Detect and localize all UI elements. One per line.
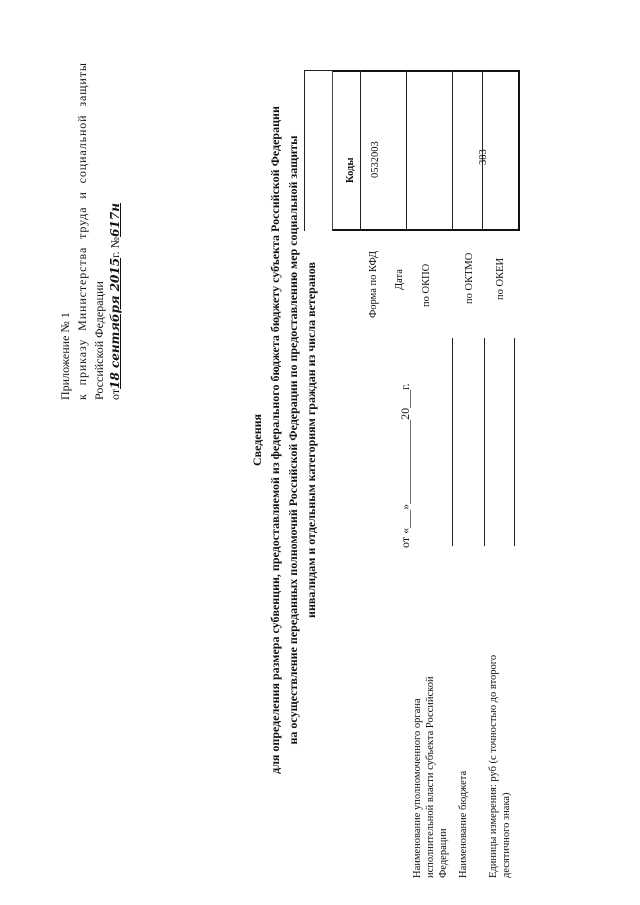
appendix-line-3: Российской Федерации [92, 281, 106, 400]
title-line-1: для определения размера субвенции, предоставляемой из федерального бюджета бюджету субъекта Российской Федерации [268, 106, 282, 774]
handwritten-date: 18 сентября 20 [108, 274, 122, 389]
codes-header: Коды [345, 157, 356, 183]
organ-label-3: Федерации [438, 828, 449, 878]
units-label-1: Единицы измерения: руб (с точностью до второго [488, 654, 499, 878]
organ-label-2: исполнительной власти субъекта Российской [425, 676, 436, 878]
codes-left-extension [304, 70, 305, 231]
handwritten-number: 617н [108, 203, 122, 237]
title-line-3: инвалидам и отдельным категориям граждан из числа ветеранов [304, 262, 318, 618]
label-oktmo: по ОКТМО [464, 252, 475, 304]
appendix-mid: г. № [108, 236, 122, 258]
appendix-line-2: к приказу Министерства труда и социальной защиты [75, 62, 89, 400]
label-okei: по ОКЕИ [495, 257, 506, 300]
code-okei: 383 [478, 149, 489, 165]
date-line: от «___»______________20___г. [398, 383, 412, 548]
codes-sep-3 [452, 70, 453, 231]
codes-sep-1 [360, 70, 361, 231]
label-data: Дата [394, 269, 405, 290]
code-forma-kfd: 0532003 [370, 141, 381, 178]
codes-top-extension [304, 70, 332, 71]
organ-label-1: Наименование уполномоченного органа [412, 698, 423, 878]
appendix-line-1: Приложение № 1 [58, 312, 72, 400]
title-heading: Сведения [250, 413, 264, 467]
title-line-2: на осуществление переданных полномочий Российской Федерации по предоставлению мер социальной защиты [286, 135, 300, 745]
label-okpo: по ОКПО [421, 263, 432, 307]
budget-label: Наименование бюджета [458, 770, 469, 878]
codes-sep-2 [406, 70, 407, 231]
appendix-prefix: от [108, 388, 122, 400]
organ-underline [452, 338, 453, 546]
budget-underline [484, 338, 485, 546]
units-label-2: десятичного знака) [501, 792, 512, 878]
handwritten-year: 15 [108, 257, 122, 275]
appendix-line-4 [108, 203, 123, 400]
label-forma-kfd: Форма по КФД [368, 250, 379, 318]
units-underline [514, 338, 515, 546]
codes-table [332, 70, 520, 231]
